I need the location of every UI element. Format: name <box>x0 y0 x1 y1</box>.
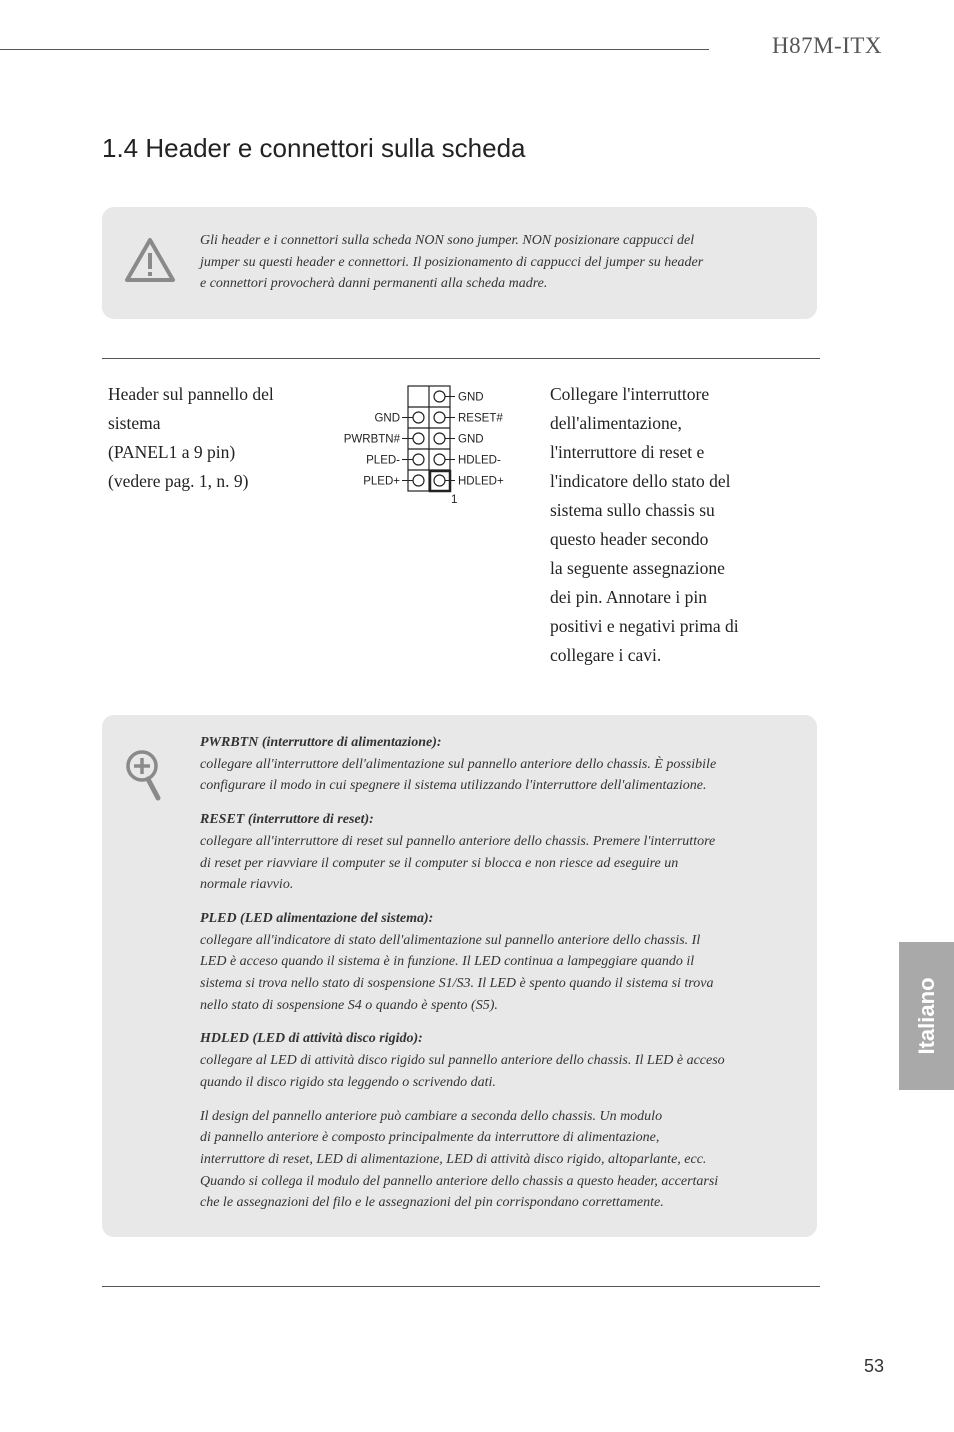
note-line: sistema si trova nello stato di sospensione S1/S3. Il LED è spento quando il sistema si trova <box>200 976 714 992</box>
pin-label-left: GND <box>374 412 400 425</box>
panel-desc-line: la seguente assegnazione <box>550 558 725 578</box>
pin-right-3 <box>434 433 445 444</box>
pin-left-1 <box>413 412 424 423</box>
pin-label-right: GND <box>458 433 484 446</box>
panel-desc-line: positivi e negativi prima di <box>550 616 739 636</box>
panel-desc-line: questo header secondo <box>550 529 709 549</box>
warning-line: jumper su questi header e connettori. Il posizionamento di cappucci del jumper su header <box>200 254 704 270</box>
pin-right-1 <box>434 391 445 402</box>
note-pwrbtn <box>200 732 760 797</box>
note-title: RESET (interruttore di reset): <box>200 812 374 828</box>
pin-label-left: PLED- <box>366 454 400 467</box>
language-side-tab <box>899 942 954 1090</box>
panel-desc-line: Collegare l'interruttore <box>550 384 710 404</box>
note-line: collegare all'interruttore dell'alimentazione sul pannello anteriore dello chassis. È possibile <box>200 756 717 772</box>
note-pled <box>200 908 760 1017</box>
note-line: nello stato di sospensione S4 o quando è spento (S5). <box>200 997 498 1013</box>
note-hdled <box>200 1028 760 1093</box>
pin-right-4 <box>434 454 445 465</box>
note-line: Il design del pannello anteriore può cambiare a seconda dello chassis. Un modulo <box>200 1108 663 1124</box>
pin-one-marker: 1 <box>451 494 458 506</box>
warning-line: e connettori provocherà danni permanenti alla scheda madre. <box>200 276 548 292</box>
language-tab-label: Italiano <box>913 977 939 1055</box>
pin-label-left: PWRBTN# <box>343 433 400 446</box>
note-line: di pannello anteriore è composto principalmente da interruttore di alimentazione, <box>200 1130 660 1146</box>
panel-desc-line: l'indicatore dello stato del <box>550 471 731 491</box>
pin-label-left: PLED+ <box>363 475 400 488</box>
note-line: Quando si collega il modulo del pannello anteriore dello chassis a questo header, accertarsi <box>200 1173 719 1189</box>
page-number: 53 <box>864 1356 885 1376</box>
note-line: normale riavvio. <box>200 877 294 893</box>
warning-triangle-icon <box>124 237 176 283</box>
note-line: collegare all'indicatore di stato dell'alimentazione sul pannello anteriore dello chassis. Il <box>200 932 701 948</box>
header-rule <box>0 49 709 50</box>
panel-desc-line: l'interruttore di reset e <box>550 442 705 462</box>
panel-desc-line: dei pin. Annotare i pin <box>550 587 707 607</box>
section-rule-top <box>102 358 820 359</box>
pin-label-right: HDLED- <box>458 454 501 467</box>
note-line: collegare al LED di attività disco rigido sul pannello anteriore dello chassis. Il LED è acceso <box>200 1053 725 1069</box>
pin-right-5 <box>434 475 445 486</box>
panel-label-line: (PANEL1 a 9 pin) <box>108 442 236 462</box>
pin-label-right: HDLED+ <box>458 475 504 488</box>
note-line: collegare all'interruttore di reset sul pannello anteriore dello chassis. Premere l'interruttore <box>200 833 716 849</box>
panel-label-line: (vedere pag. 1, n. 9) <box>108 471 249 491</box>
note-title: HDLED (LED di attività disco rigido): <box>200 1031 423 1047</box>
panel-label-line: Header sul pannello del <box>108 384 274 404</box>
note-line: configurare il modo in cui spegnere il sistema utilizzando l'interruttore dell'alimentazione. <box>200 778 707 794</box>
note-line: LED è acceso quando il sistema è in funzione. Il LED continua a lampeggiare quando il <box>200 954 695 970</box>
notes-content <box>200 732 760 1226</box>
pin-label-right: RESET# <box>458 412 503 425</box>
note-line: che le assegnazioni del filo e le assegnazioni del pin corrispondano correttamente. <box>200 1195 664 1211</box>
pin-left-4 <box>413 475 424 486</box>
panel1-pin-diagram <box>330 382 520 507</box>
panel-header-label <box>108 380 328 496</box>
model-name: H87M-ITX <box>772 33 883 58</box>
note-line: quando il disco rigido sta leggendo o scrivendo dati. <box>200 1074 496 1090</box>
panel-header-description <box>550 380 770 670</box>
pin-right-2 <box>434 412 445 423</box>
panel-label-line: sistema <box>108 413 161 433</box>
note-closing <box>200 1106 760 1215</box>
note-line: di reset per riavviare il computer se il computer si blocca e non riesce ad eseguire un <box>200 855 679 871</box>
section-title: 1.4 Header e connettori sulla scheda <box>102 133 526 163</box>
pin-label-right: GND <box>458 391 484 404</box>
note-reset <box>200 809 760 896</box>
panel-desc-line: sistema sullo chassis su <box>550 500 715 520</box>
note-line: interruttore di reset, LED di alimentazione, LED di attività disco rigido, altoparlante, ecc. <box>200 1151 707 1167</box>
note-title: PLED (LED alimentazione del sistema): <box>200 910 434 926</box>
pin-left-3 <box>413 454 424 465</box>
note-title: PWRBTN (interruttore di alimentazione): <box>200 735 442 750</box>
warning-line: Gli header e i connettori sulla scheda NON sono jumper. NON posizionare cappucci del <box>200 233 695 248</box>
panel-desc-line: collegare i cavi. <box>550 645 662 665</box>
section-rule-bottom <box>102 1286 820 1287</box>
panel-desc-line: dell'alimentazione, <box>550 413 682 433</box>
pin-left-2 <box>413 433 424 444</box>
warning-text <box>200 230 760 295</box>
magnifier-plus-icon <box>124 748 164 804</box>
